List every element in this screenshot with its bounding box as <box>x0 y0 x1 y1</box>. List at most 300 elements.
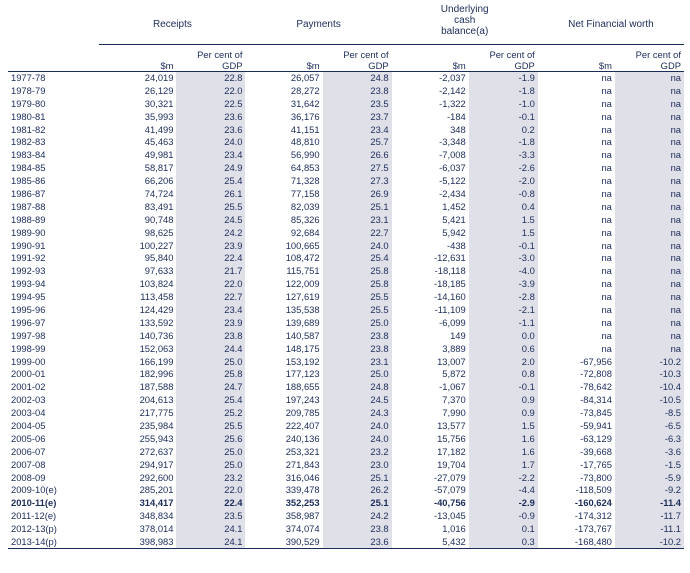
table-row <box>8 458 684 471</box>
table-row <box>8 523 684 536</box>
cell-payments-pct: 23.0 <box>323 458 392 471</box>
table-row <box>8 188 684 201</box>
cell-payments-pct: 25.0 <box>323 316 392 329</box>
cell-year: 1977-78 <box>8 72 99 85</box>
cell-cash-m: 5,942 <box>392 226 469 239</box>
cell-year: 2002-03 <box>11 394 46 406</box>
cell-year: 1989-90 <box>11 226 46 238</box>
cell-nfw-m: na <box>538 200 615 213</box>
cell-cash-pct: -0.1 <box>469 381 538 394</box>
table-row <box>8 420 684 433</box>
cell-receipts-pct: 24.1 <box>176 536 245 549</box>
cell-payments-pct: 25.8 <box>323 265 392 278</box>
table-row <box>8 355 684 368</box>
cell-cash-m: -6,099 <box>392 316 469 329</box>
cell-receipts-pct: 25.4 <box>176 175 245 188</box>
cell-payments-pct: 24.0 <box>323 432 392 445</box>
cell-nfw-pct: na <box>615 110 684 123</box>
cell-receipts-pct: 21.7 <box>176 265 245 278</box>
cell-payments-pct: 24.8 <box>323 381 392 394</box>
cell-receipts-m: 294,917 <box>99 458 176 471</box>
cell-payments-m: 339,478 <box>245 484 322 497</box>
cell-nfw-pct: -11.4 <box>615 497 684 510</box>
cell-year: 2005-06 <box>11 432 46 444</box>
cell-receipts-pct: 25.5 <box>176 420 245 433</box>
cell-cash-pct: -0.1 <box>469 110 538 123</box>
cell-cash-pct: 1.5 <box>469 226 538 239</box>
cell-payments-pct: 23.2 <box>323 445 392 458</box>
cell-payments-m: 352,253 <box>245 497 322 510</box>
cell-nfw-m: na <box>538 252 615 265</box>
cell-cash-m: -18,185 <box>392 278 469 291</box>
cell-cash-m: -57,079 <box>392 484 469 497</box>
cell-cash-m: -5,122 <box>392 175 469 188</box>
cell-cash-m: 13,577 <box>392 420 469 433</box>
cell-nfw-pct: na <box>615 342 684 355</box>
cell-nfw-m: -160,624 <box>538 497 615 510</box>
cell-cash-m: -7,008 <box>392 149 469 162</box>
cell-payments-pct: 23.1 <box>323 355 392 368</box>
cell-cash-pct: 0.2 <box>469 123 538 136</box>
cell-year: 2001-02 <box>11 381 46 393</box>
cell-receipts-pct: 25.4 <box>176 394 245 407</box>
cell-nfw-pct: na <box>615 136 684 149</box>
cell-nfw-m: na <box>538 278 615 291</box>
cell-receipts-pct: 23.6 <box>176 123 245 136</box>
cell-cash-pct: -1.1 <box>469 316 538 329</box>
cell-payments-pct: 23.5 <box>323 97 392 110</box>
cell-cash-m: -1,067 <box>392 381 469 394</box>
cell-payments-pct: 23.8 <box>323 84 392 97</box>
header-receipts: Receipts <box>152 18 192 30</box>
cell-cash-m: -12,631 <box>392 252 469 265</box>
cell-nfw-pct: na <box>615 200 684 213</box>
table-row <box>8 226 684 239</box>
cell-nfw-pct: na <box>615 316 684 329</box>
cell-year: 1983-84 <box>11 149 46 161</box>
cell-year: 1998-99 <box>11 342 46 354</box>
cell-year: 1986-87 <box>11 187 46 199</box>
cell-nfw-m: na <box>538 162 615 175</box>
cell-receipts-m: 97,633 <box>99 265 176 278</box>
cell-cash-pct: -4.0 <box>469 265 538 278</box>
cell-nfw-pct: -6.3 <box>615 432 684 445</box>
cell-nfw-pct: -5.9 <box>615 471 684 484</box>
cell-year: 1987-88 <box>11 200 46 212</box>
cell-cash-m: 5,872 <box>392 368 469 381</box>
cell-nfw-m: -173,767 <box>538 523 615 536</box>
cell-receipts-m: 398,983 <box>99 536 176 549</box>
cell-nfw-m: -84,314 <box>538 394 615 407</box>
cell-year: 1978-79 <box>11 84 46 96</box>
subheader-blank <box>8 45 99 72</box>
cell-nfw-m: na <box>538 136 615 149</box>
cell-year: 1995-96 <box>11 303 46 315</box>
cell-payments-m: 135,538 <box>245 304 322 317</box>
cell-receipts-pct: 26.1 <box>176 188 245 201</box>
cell-payments-pct: 23.1 <box>323 213 392 226</box>
cell-year: 2003-04 <box>11 407 46 419</box>
cell-year: 2004-05 <box>11 419 46 431</box>
cell-receipts-pct: 23.2 <box>176 471 245 484</box>
cell-year: 2010-11(e) <box>11 497 57 509</box>
cell-cash-m: 149 <box>392 329 469 342</box>
cell-receipts-m: 235,984 <box>99 420 176 433</box>
cell-nfw-pct: na <box>615 252 684 265</box>
header-net-financial-worth: Net Financial worth <box>568 18 654 30</box>
cell-receipts-pct: 24.9 <box>176 162 245 175</box>
table-row <box>8 510 684 523</box>
cell-receipts-pct: 23.9 <box>176 239 245 252</box>
cell-nfw-pct: -11.7 <box>615 510 684 523</box>
cell-payments-m: 127,619 <box>245 291 322 304</box>
cell-cash-m: 7,990 <box>392 407 469 420</box>
cell-receipts-m: 140,736 <box>99 329 176 342</box>
cell-nfw-pct: -10.3 <box>615 368 684 381</box>
cell-year: 1988-89 <box>11 213 46 225</box>
table-row <box>8 368 684 381</box>
table-row <box>8 381 684 394</box>
cell-payments-m: 108,472 <box>245 252 322 265</box>
cell-receipts-pct: 22.4 <box>176 252 245 265</box>
cell-payments-m: 28,272 <box>245 84 322 97</box>
table-row <box>8 291 684 304</box>
cell-cash-pct: 0.1 <box>469 523 538 536</box>
cell-receipts-m: 35,993 <box>99 110 176 123</box>
cell-receipts-m: 26,129 <box>99 84 176 97</box>
cell-payments-pct: 27.5 <box>323 162 392 175</box>
cell-payments-pct: 25.1 <box>323 471 392 484</box>
cell-nfw-m: na <box>538 239 615 252</box>
cell-cash-pct: -2.0 <box>469 175 538 188</box>
cell-cash-m: -18,118 <box>392 265 469 278</box>
cell-receipts-m: 133,592 <box>99 316 176 329</box>
cell-receipts-m: 314,417 <box>99 497 176 510</box>
cell-cash-pct: 2.0 <box>469 355 538 368</box>
cell-payments-m: 374,074 <box>245 523 322 536</box>
table-row <box>8 239 684 252</box>
cell-year: 1994-95 <box>11 291 46 303</box>
cell-payments-m: 85,326 <box>245 213 322 226</box>
cell-nfw-pct: na <box>615 329 684 342</box>
cell-cash-pct: -0.9 <box>469 510 538 523</box>
cell-receipts-m: 166,199 <box>99 355 176 368</box>
cell-receipts-pct: 24.1 <box>176 523 245 536</box>
cell-payments-m: 140,587 <box>245 329 322 342</box>
cell-nfw-pct: na <box>615 162 684 175</box>
cell-cash-m: 17,182 <box>392 445 469 458</box>
cell-cash-m: -1,322 <box>392 97 469 110</box>
cell-nfw-pct: -9.2 <box>615 484 684 497</box>
cell-receipts-m: 348,834 <box>99 510 176 523</box>
cell-nfw-m: -17,765 <box>538 458 615 471</box>
cell-year: 2009-10(e) <box>11 484 57 496</box>
cell-nfw-pct: na <box>615 226 684 239</box>
cell-receipts-pct: 23.5 <box>176 510 245 523</box>
cell-payments-m: 148,175 <box>245 342 322 355</box>
table-row <box>8 304 684 317</box>
cell-cash-pct: 0.9 <box>469 407 538 420</box>
cell-receipts-pct: 25.0 <box>176 458 245 471</box>
cell-payments-pct: 24.2 <box>323 510 392 523</box>
cell-cash-pct: -0.8 <box>469 188 538 201</box>
cell-cash-pct: 1.7 <box>469 458 538 471</box>
cell-receipts-pct: 25.2 <box>176 407 245 420</box>
cell-receipts-m: 272,637 <box>99 445 176 458</box>
cell-cash-m: -40,756 <box>392 497 469 510</box>
cell-payments-pct: 25.8 <box>323 278 392 291</box>
cell-receipts-pct: 25.6 <box>176 432 245 445</box>
table-row <box>8 342 684 355</box>
cell-nfw-pct: -8.5 <box>615 407 684 420</box>
cell-nfw-m: na <box>538 265 615 278</box>
cell-nfw-m: na <box>538 72 615 85</box>
cell-year: 1982-83 <box>11 136 46 148</box>
cell-nfw-pct: na <box>615 123 684 136</box>
cell-cash-pct: -0.1 <box>469 239 538 252</box>
cell-nfw-m: na <box>538 316 615 329</box>
cell-payments-m: 222,407 <box>245 420 322 433</box>
table-row <box>8 136 684 149</box>
cell-receipts-m: 152,063 <box>99 342 176 355</box>
cell-payments-pct: 24.8 <box>323 72 392 85</box>
cell-year: 1996-97 <box>11 316 46 328</box>
cell-receipts-pct: 23.6 <box>176 110 245 123</box>
cell-year: 1991-92 <box>11 252 46 264</box>
cell-nfw-m: -72,808 <box>538 368 615 381</box>
cell-cash-pct: 1.5 <box>469 420 538 433</box>
table-row <box>8 445 684 458</box>
cell-year: 1984-85 <box>11 162 46 174</box>
cell-nfw-pct: na <box>615 278 684 291</box>
subheader-cash-m: $m <box>392 45 469 72</box>
cell-receipts-m: 187,588 <box>99 381 176 394</box>
cell-year: 1999-00 <box>11 355 46 367</box>
cell-receipts-pct: 24.0 <box>176 136 245 149</box>
cell-year: 1993-94 <box>11 278 46 290</box>
cell-nfw-m: -78,642 <box>538 381 615 394</box>
cell-payments-m: 48,810 <box>245 136 322 149</box>
table-row <box>8 316 684 329</box>
cell-payments-pct: 24.5 <box>323 394 392 407</box>
cell-nfw-m: -168,480 <box>538 536 615 549</box>
cell-nfw-pct: na <box>615 72 684 85</box>
cell-payments-m: 188,655 <box>245 381 322 394</box>
cell-receipts-m: 30,321 <box>99 97 176 110</box>
cell-nfw-m: na <box>538 84 615 97</box>
cell-receipts-pct: 22.4 <box>176 497 245 510</box>
cell-payments-m: 77,158 <box>245 188 322 201</box>
cell-payments-m: 26,057 <box>245 72 322 85</box>
cell-payments-m: 92,684 <box>245 226 322 239</box>
table-row <box>8 265 684 278</box>
cell-payments-pct: 22.7 <box>323 226 392 239</box>
cell-payments-m: 122,009 <box>245 278 322 291</box>
cell-receipts-pct: 22.8 <box>176 72 245 85</box>
cell-year: 1979-80 <box>11 97 46 109</box>
cell-nfw-m: -174,312 <box>538 510 615 523</box>
cell-payments-m: 82,039 <box>245 200 322 213</box>
cell-receipts-pct: 22.0 <box>176 484 245 497</box>
cell-receipts-m: 378,014 <box>99 523 176 536</box>
cell-receipts-pct: 22.0 <box>176 84 245 97</box>
cell-payments-pct: 24.0 <box>323 420 392 433</box>
cell-payments-m: 240,136 <box>245 432 322 445</box>
cell-payments-pct: 23.8 <box>323 342 392 355</box>
cell-cash-pct: -2.2 <box>469 471 538 484</box>
cell-payments-m: 139,689 <box>245 316 322 329</box>
cell-receipts-m: 113,458 <box>99 291 176 304</box>
cell-cash-m: -11,109 <box>392 304 469 317</box>
cell-receipts-pct: 23.4 <box>176 149 245 162</box>
cell-payments-pct: 25.1 <box>323 497 392 510</box>
cell-receipts-pct: 24.2 <box>176 226 245 239</box>
cell-cash-pct: -1.9 <box>469 72 538 85</box>
cell-receipts-m: 95,840 <box>99 252 176 265</box>
cell-receipts-m: 66,206 <box>99 175 176 188</box>
cell-nfw-pct: -3.6 <box>615 445 684 458</box>
cell-nfw-pct: -1.5 <box>615 458 684 471</box>
cell-payments-pct: 25.0 <box>323 368 392 381</box>
table-body <box>8 72 684 549</box>
cell-cash-m: -438 <box>392 239 469 252</box>
cell-nfw-m: -67,956 <box>538 355 615 368</box>
cell-payments-pct: 23.4 <box>323 123 392 136</box>
budget-aggregates-table <box>8 4 684 549</box>
cell-payments-pct: 25.1 <box>323 200 392 213</box>
cell-cash-m: 1,016 <box>392 523 469 536</box>
cell-receipts-pct: 23.8 <box>176 329 245 342</box>
cell-receipts-pct: 23.4 <box>176 304 245 317</box>
cell-payments-pct: 25.4 <box>323 252 392 265</box>
cell-payments-pct: 23.8 <box>323 523 392 536</box>
cell-year: 1981-82 <box>11 123 46 135</box>
cell-nfw-m: -39,668 <box>538 445 615 458</box>
cell-year: 1980-81 <box>11 110 46 122</box>
cell-cash-pct: -1.8 <box>469 136 538 149</box>
cell-nfw-m: na <box>538 226 615 239</box>
cell-nfw-m: na <box>538 304 615 317</box>
cell-payments-pct: 24.3 <box>323 407 392 420</box>
cell-payments-m: 71,328 <box>245 175 322 188</box>
cell-receipts-m: 100,227 <box>99 239 176 252</box>
cell-receipts-m: 103,824 <box>99 278 176 291</box>
cell-nfw-pct: na <box>615 149 684 162</box>
table-row <box>8 162 684 175</box>
cell-receipts-m: 124,429 <box>99 304 176 317</box>
cell-cash-m: 7,370 <box>392 394 469 407</box>
cell-receipts-pct: 22.0 <box>176 278 245 291</box>
cell-receipts-m: 285,201 <box>99 484 176 497</box>
cell-nfw-m: -118,509 <box>538 484 615 497</box>
cell-nfw-m: na <box>538 342 615 355</box>
table-row <box>8 471 684 484</box>
cell-cash-m: -184 <box>392 110 469 123</box>
table-row <box>8 394 684 407</box>
cell-receipts-m: 49,981 <box>99 149 176 162</box>
cell-receipts-m: 98,625 <box>99 226 176 239</box>
cell-payments-pct: 23.7 <box>323 110 392 123</box>
cell-cash-pct: 1.6 <box>469 432 538 445</box>
cell-receipts-pct: 25.8 <box>176 368 245 381</box>
cell-nfw-pct: na <box>615 304 684 317</box>
cell-nfw-pct: na <box>615 213 684 226</box>
cell-cash-pct: -2.6 <box>469 162 538 175</box>
cell-payments-m: 153,192 <box>245 355 322 368</box>
cell-nfw-pct: -6.5 <box>615 420 684 433</box>
cell-receipts-m: 41,499 <box>99 123 176 136</box>
cell-year: 2011-12(e) <box>11 510 57 522</box>
cell-year: 2012-13(p) <box>11 523 57 535</box>
cell-payments-pct: 25.5 <box>323 291 392 304</box>
cell-payments-pct: 23.6 <box>323 536 392 549</box>
cell-payments-pct: 26.6 <box>323 149 392 162</box>
subheader-payments-m: $m <box>245 45 322 72</box>
cell-cash-m: 348 <box>392 123 469 136</box>
cell-nfw-pct: na <box>615 188 684 201</box>
cell-payments-pct: 26.2 <box>323 484 392 497</box>
cell-nfw-pct: na <box>615 175 684 188</box>
cell-receipts-m: 292,600 <box>99 471 176 484</box>
table-row <box>8 329 684 342</box>
table-row <box>8 84 684 97</box>
cell-receipts-pct: 25.5 <box>176 200 245 213</box>
table-row <box>8 536 684 549</box>
cell-nfw-m: na <box>538 291 615 304</box>
cell-nfw-m: -63,129 <box>538 432 615 445</box>
cell-cash-m: 3,889 <box>392 342 469 355</box>
cell-nfw-m: na <box>538 97 615 110</box>
cell-year: 2007-08 <box>11 458 46 470</box>
header-underlying-cash-balance: Underlying cash balance(a) <box>440 4 489 37</box>
cell-cash-pct: -2.9 <box>469 497 538 510</box>
cell-payments-pct: 25.5 <box>323 304 392 317</box>
cell-cash-m: -3,348 <box>392 136 469 149</box>
cell-receipts-m: 83,491 <box>99 200 176 213</box>
subheader-cash-pct: Per cent of GDP <box>469 45 538 72</box>
cell-receipts-pct: 24.7 <box>176 381 245 394</box>
subheader-payments-pct: Per cent of GDP <box>323 45 392 72</box>
table-row <box>8 252 684 265</box>
table-row <box>8 110 684 123</box>
cell-cash-pct: -3.0 <box>469 252 538 265</box>
cell-year: 2006-07 <box>11 445 46 457</box>
cell-cash-m: 13,007 <box>392 355 469 368</box>
cell-cash-pct: 0.6 <box>469 342 538 355</box>
cell-payments-m: 177,123 <box>245 368 322 381</box>
cell-cash-pct: 0.4 <box>469 200 538 213</box>
cell-cash-pct: -2.1 <box>469 304 538 317</box>
cell-cash-pct: -1.8 <box>469 84 538 97</box>
cell-nfw-m: na <box>538 213 615 226</box>
cell-payments-m: 358,987 <box>245 510 322 523</box>
subheader-receipts-pct: Per cent of GDP <box>176 45 245 72</box>
cell-receipts-m: 24,019 <box>99 72 176 85</box>
header-payments: Payments <box>296 18 341 30</box>
cell-receipts-m: 182,996 <box>99 368 176 381</box>
cell-cash-pct: -3.9 <box>469 278 538 291</box>
table-row <box>8 484 684 497</box>
cell-year: 1985-86 <box>11 175 46 187</box>
cell-cash-pct: -2.8 <box>469 291 538 304</box>
cell-cash-m: -2,037 <box>392 72 469 85</box>
cell-cash-pct: 1.5 <box>469 213 538 226</box>
cell-cash-m: -13,045 <box>392 510 469 523</box>
cell-nfw-pct: -10.5 <box>615 394 684 407</box>
cell-nfw-pct: -10.2 <box>615 355 684 368</box>
cell-receipts-pct: 24.5 <box>176 213 245 226</box>
table-row <box>8 200 684 213</box>
